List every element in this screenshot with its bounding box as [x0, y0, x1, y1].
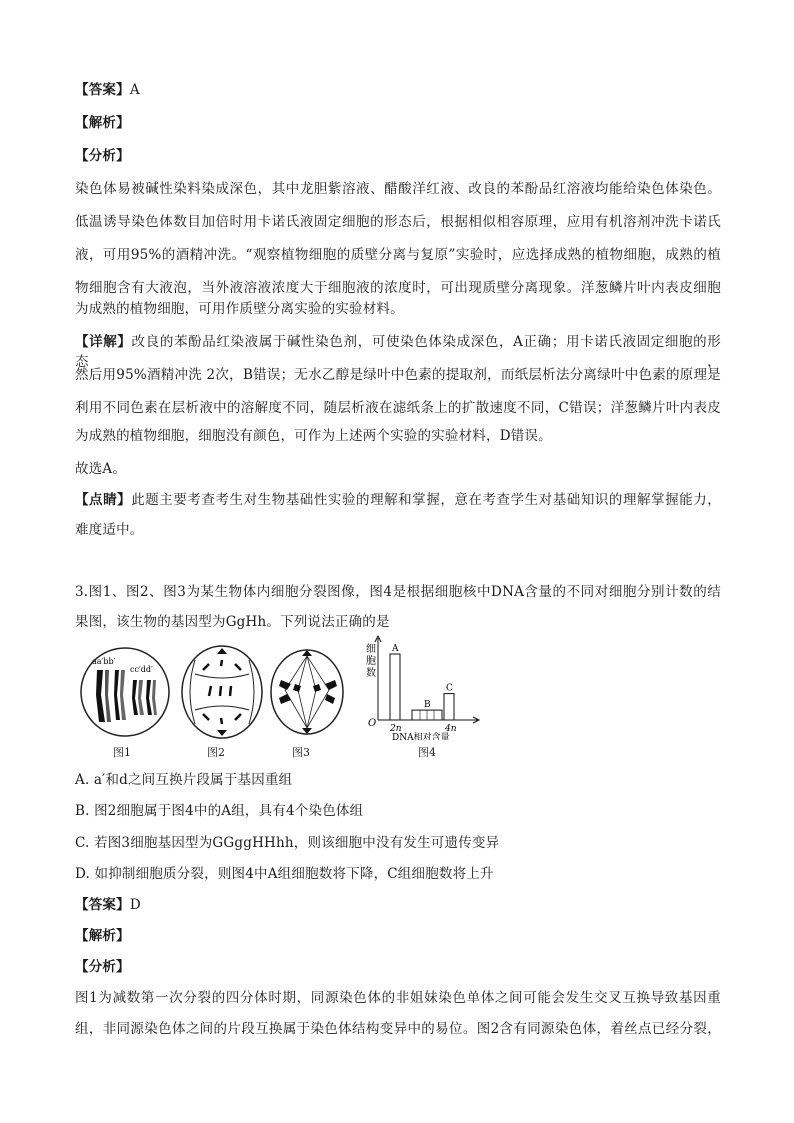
chart-bar-label-B: B: [424, 700, 431, 711]
section-tag: 【解析】: [75, 928, 130, 944]
text-line: [75, 833, 499, 853]
figure-4: [360, 630, 495, 759]
text-line: [75, 80, 140, 100]
text-line: [75, 459, 126, 479]
text-line: [75, 926, 130, 946]
section-tag: 【详解】: [75, 334, 132, 350]
figure-4-caption: 图4: [418, 746, 436, 759]
text-line: [75, 988, 721, 1008]
line-text: D: [129, 897, 141, 913]
line-text: 图1为减数第一次分裂的四分体时期，同源染色体的非姐妹染色单体之间可能会发生交叉互换导致基因重: [75, 990, 721, 1006]
chart-origin-label: O: [368, 718, 377, 729]
line-text: 故选A。: [75, 461, 127, 477]
text-line: [75, 490, 721, 510]
figure-3-caption: 图3: [292, 746, 310, 759]
text-line: [75, 278, 721, 298]
text-line: [75, 957, 130, 977]
figure-2-cell-drawing: [175, 640, 270, 740]
chart-ylabel-char-1: 细: [366, 644, 376, 655]
line-text: 利用不同色素在层析液中的溶解度不同，随层析液在滤纸条上的扩散速度不同，C错误；洋葱鳞片叶内表皮: [75, 400, 721, 416]
section-tag: 【答案】: [75, 897, 130, 913]
line-text: 3.图1、图2、图3为某生物体内细胞分裂图像，图4是根据细胞核中DNA含量的不同对细胞分别计数的结: [75, 584, 721, 600]
section-tag: 【解析】: [75, 115, 130, 131]
text-line: [75, 770, 292, 790]
figure-3: [265, 640, 350, 759]
text-line: [75, 398, 721, 418]
chart-tick-2n: 2n: [390, 724, 402, 734]
section-tag: 【点睛】: [75, 492, 132, 508]
line-text: 此题主要考查考生对生物基础性实验的理解和掌握，意在考查学生对基础知识的理解掌握能力，: [131, 492, 721, 508]
line-text: 液，可用95%的酒精冲洗。“观察植物细胞的质壁分离与复原”实验时，应选择成熟的植物细胞，成熟的植: [75, 247, 721, 263]
text-line: [75, 365, 721, 385]
text-line: [75, 864, 494, 884]
line-text: 组，非同源染色体之间的片段互换属于染色体结构变异中的易位。图2含有同源染色体，着丝点已经分裂，: [75, 1021, 721, 1037]
line-text: 低温诱导染色体数目加倍时用卡诺氏液固定细胞的形态后，根据相似相容原理，应用有机溶剂冲洗卡诺氏: [75, 214, 721, 230]
line-text: 物细胞含有大液泡，当外液溶液浓度大于细胞液的浓度时，可出现质壁分离现象。洋葱鳞片叶内表皮细胞: [75, 280, 721, 296]
chart-tick-4n: 4n: [445, 724, 457, 734]
figure-1: [75, 640, 175, 759]
figure-3-cell-drawing: [265, 640, 350, 740]
figure-4-bar-chart: [360, 630, 495, 740]
chart-ylabel-char-3: 数: [366, 668, 376, 679]
text-line: [75, 520, 144, 540]
figure-1-cell-drawing: [75, 640, 175, 740]
chart-bar-A: [390, 654, 400, 720]
text-line: [75, 212, 721, 232]
line-text: 改良的苯酚品红染液属于碱性染色剂，可使染色体染成深色，A正确；用卡诺氏液固定细胞的形态，: [75, 334, 721, 370]
line-text: B. 图2细胞属于图4中的A组，具有4个染色体组: [75, 803, 364, 819]
line-text: 难度适中。: [75, 522, 144, 538]
figure-2-caption: 图2: [207, 746, 225, 759]
line-text: 果图，该生物的基因型为GgHh。下列说法正确的是: [75, 614, 390, 630]
figure-1-label-ab: aa′bb′: [92, 657, 116, 666]
line-text: 染色体易被碱性染料染成深色，其中龙胆紫溶液、醋酸洋红液、改良的苯酚品红溶液均能给染色体染色。: [75, 181, 721, 197]
figure-1-caption: 图1: [113, 746, 131, 759]
chart-xlabel: DNA相对含量: [392, 733, 450, 740]
text-line: [75, 245, 721, 265]
text-line: [75, 895, 141, 915]
text-line: [75, 801, 363, 821]
chart-bar-label-A: A: [392, 644, 399, 654]
chart-ylabel-char-2: 胞: [366, 656, 376, 667]
section-tag: 【答案】: [75, 82, 130, 98]
line-text: 为成熟的植物细胞，细胞没有颜色，可作为上述两个实验的实验材料，D错误。: [75, 428, 552, 444]
figure-1-label-cd: cc′dd′: [130, 665, 153, 674]
text-line: [75, 299, 404, 319]
line-text: D. 如抑制细胞质分裂，则图4中A组细胞数将下降，C组细胞数将上升: [75, 866, 494, 882]
text-line: [75, 179, 721, 199]
text-line: [75, 426, 552, 446]
figure-row: [70, 640, 490, 765]
line-text: A. a′和d之间互换片段属于基因重组: [75, 772, 293, 788]
section-tag: 【分析】: [75, 148, 130, 164]
figure-2: [175, 640, 270, 759]
text-line: [75, 113, 130, 133]
text-line: [75, 612, 390, 632]
text-line: [75, 146, 130, 166]
text-line: [75, 1019, 721, 1039]
chart-bar-C: [444, 694, 454, 720]
line-text: 然后用95%酒精冲洗 2次，B错误；无水乙醇是绿叶中色素的提取剂，而纸层析法分离绿叶中色素的原理是: [75, 367, 721, 383]
chart-bar-label-C: C: [446, 683, 453, 694]
line-text: A: [129, 82, 140, 98]
line-text: C. 若图3细胞基因型为GGggHHhh，则该细胞中没有发生可遗传变异: [75, 835, 500, 851]
section-tag: 【分析】: [75, 959, 130, 975]
text-line: [75, 582, 721, 602]
line-text: 为成熟的植物细胞，可用作质壁分离实验的实验材料。: [75, 301, 404, 317]
